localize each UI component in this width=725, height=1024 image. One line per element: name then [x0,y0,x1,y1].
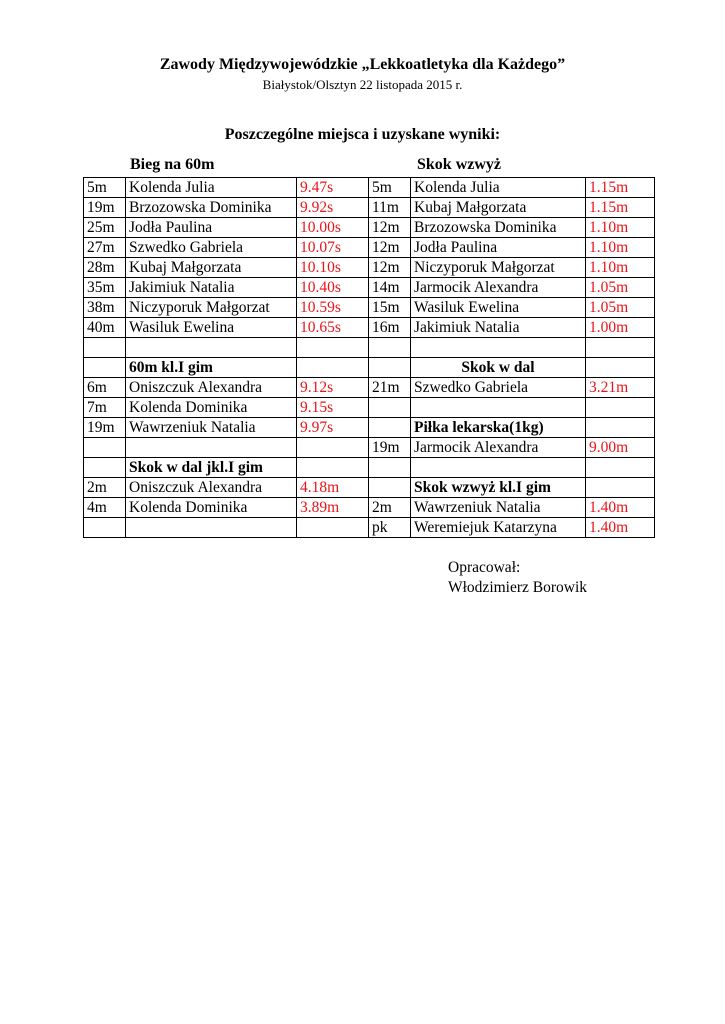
signature-block [448,558,587,598]
cell-result-right [586,418,655,438]
cell-place-left [84,438,126,458]
table-row [84,298,655,318]
cell-place-right [369,398,411,418]
cell-place-right: 14m [369,278,411,298]
cell-result-right: 1.40m [586,518,655,538]
cell-name-left: Brzozowska Dominika [126,198,297,218]
cell-name-right: Jakimiuk Natalia [411,318,586,338]
cell-name-right: Szwedko Gabriela [411,378,586,398]
cell-place-left: 35m [84,278,126,298]
cell-place-left: 5m [84,178,126,198]
author-name: Włodzimierz Borowik [448,579,588,596]
cell-result-left: 9.12s [297,378,369,398]
cell-result-left [297,458,369,478]
table-row [84,438,655,458]
table-row [84,278,655,298]
cell-place-right: 12m [369,258,411,278]
cell-place-left: 19m [84,418,126,438]
cell-place-right [369,338,411,358]
cell-name-right [411,338,586,358]
cell-name-left: 60m kl.I gim [126,358,297,378]
cell-name-right [411,398,586,418]
cell-result-left: 3.89m [297,498,369,518]
table-row [84,238,655,258]
cell-result-left: 10.10s [297,258,369,278]
cell-name-left: Kolenda Dominika [126,398,297,418]
cell-place-left: 6m [84,378,126,398]
cell-place-left: 19m [84,198,126,218]
table-row [84,178,655,198]
cell-name-left [126,518,297,538]
left-column-heading: Bieg na 60m [130,156,215,173]
cell-place-left: 27m [84,238,126,258]
document-title: Zawody Międzywojewódzkie „Lekkoatletyka dla Każdego” [159,56,566,73]
cell-place-left: 4m [84,498,126,518]
cell-name-left: Jakimiuk Natalia [126,278,297,298]
cell-result-left: 10.59s [297,298,369,318]
cell-result-left: 10.65s [297,318,369,338]
cell-place-left: 38m [84,298,126,318]
cell-result-left: 10.00s [297,218,369,238]
cell-name-right: Wasiluk Ewelina [411,298,586,318]
cell-name-right: Skok wzwyż kl.I gim [411,478,586,498]
table-row [84,218,655,238]
cell-place-right [369,478,411,498]
cell-result-right: 1.10m [586,258,655,278]
cell-place-right: pk [369,518,411,538]
cell-place-left: 2m [84,478,126,498]
cell-result-left [297,438,369,458]
cell-name-right [411,458,586,478]
cell-name-right: Weremiejuk Katarzyna [411,518,586,538]
right-column-heading: Skok wzwyż [417,156,502,173]
cell-result-left [297,338,369,358]
cell-place-left: 28m [84,258,126,278]
cell-result-left: 4.18m [297,478,369,498]
cell-place-right: 12m [369,238,411,258]
cell-name-left: Wawrzeniuk Natalia [126,418,297,438]
table-row [84,458,655,478]
table-row [84,198,655,218]
cell-name-left: Niczyporuk Małgorzat [126,298,297,318]
cell-name-left: Kolenda Julia [126,178,297,198]
cell-place-right [369,418,411,438]
cell-place-right: 16m [369,318,411,338]
prepared-by-label: Opracował: [448,559,521,576]
cell-name-right: Jarmocik Alexandra [411,278,586,298]
cell-place-left [84,338,126,358]
cell-place-right [369,458,411,478]
section-title: Poszczególne miejsca i uzyskane wyniki: [224,126,501,143]
cell-result-right: 3.21m [586,378,655,398]
cell-name-left [126,338,297,358]
cell-result-right [586,358,655,378]
cell-name-right: Piłka lekarska(1kg) [411,418,586,438]
cell-result-left [297,518,369,538]
cell-name-right: Jodła Paulina [411,238,586,258]
cell-place-right [369,358,411,378]
table-row [84,498,655,518]
cell-place-left [84,358,126,378]
cell-result-right: 1.05m [586,278,655,298]
cell-name-right: Kubaj Małgorzata [411,198,586,218]
cell-name-left: Szwedko Gabriela [126,238,297,258]
cell-result-right [586,338,655,358]
cell-name-right: Skok w dal [411,358,586,378]
table-row [84,478,655,498]
cell-place-left: 7m [84,398,126,418]
cell-result-left [297,358,369,378]
cell-name-left: Kolenda Dominika [126,498,297,518]
cell-place-left: 25m [84,218,126,238]
cell-result-right: 1.00m [586,318,655,338]
table-row [84,258,655,278]
cell-place-left [84,518,126,538]
cell-result-left: 10.40s [297,278,369,298]
cell-result-right: 9.00m [586,438,655,458]
results-table [83,177,655,538]
cell-result-right: 1.40m [586,498,655,518]
cell-result-right: 1.10m [586,218,655,238]
document-subtitle: Białystok/Olsztyn 22 listopada 2015 r. [262,77,463,92]
cell-result-right [586,458,655,478]
table-row [84,378,655,398]
cell-result-right: 1.15m [586,178,655,198]
cell-place-left: 40m [84,318,126,338]
cell-place-right: 19m [369,438,411,458]
cell-place-right: 11m [369,198,411,218]
cell-name-left: Kubaj Małgorzata [126,258,297,278]
cell-result-right [586,398,655,418]
cell-place-right: 12m [369,218,411,238]
cell-name-right: Brzozowska Dominika [411,218,586,238]
cell-result-left: 9.97s [297,418,369,438]
cell-place-right: 2m [369,498,411,518]
cell-name-left: Wasiluk Ewelina [126,318,297,338]
cell-result-right: 1.10m [586,238,655,258]
table-row [84,418,655,438]
cell-result-left: 9.92s [297,198,369,218]
cell-result-right: 1.15m [586,198,655,218]
cell-result-right [586,478,655,498]
table-row [84,338,655,358]
table-row [84,518,655,538]
cell-name-left: Oniszczuk Alexandra [126,378,297,398]
cell-name-left: Skok w dal jkl.I gim [126,458,297,478]
cell-place-right: 15m [369,298,411,318]
results-table-body [84,178,655,538]
cell-place-right: 5m [369,178,411,198]
table-row [84,398,655,418]
table-row [84,318,655,338]
cell-name-right: Wawrzeniuk Natalia [411,498,586,518]
cell-result-left: 9.15s [297,398,369,418]
cell-place-left [84,458,126,478]
cell-name-right: Jarmocik Alexandra [411,438,586,458]
cell-result-left: 10.07s [297,238,369,258]
cell-name-right: Kolenda Julia [411,178,586,198]
table-row [84,358,655,378]
cell-name-left: Oniszczuk Alexandra [126,478,297,498]
cell-name-left: Jodła Paulina [126,218,297,238]
cell-place-right: 21m [369,378,411,398]
cell-name-left [126,438,297,458]
cell-result-right: 1.05m [586,298,655,318]
cell-name-right: Niczyporuk Małgorzat [411,258,586,278]
cell-result-left: 9.47s [297,178,369,198]
